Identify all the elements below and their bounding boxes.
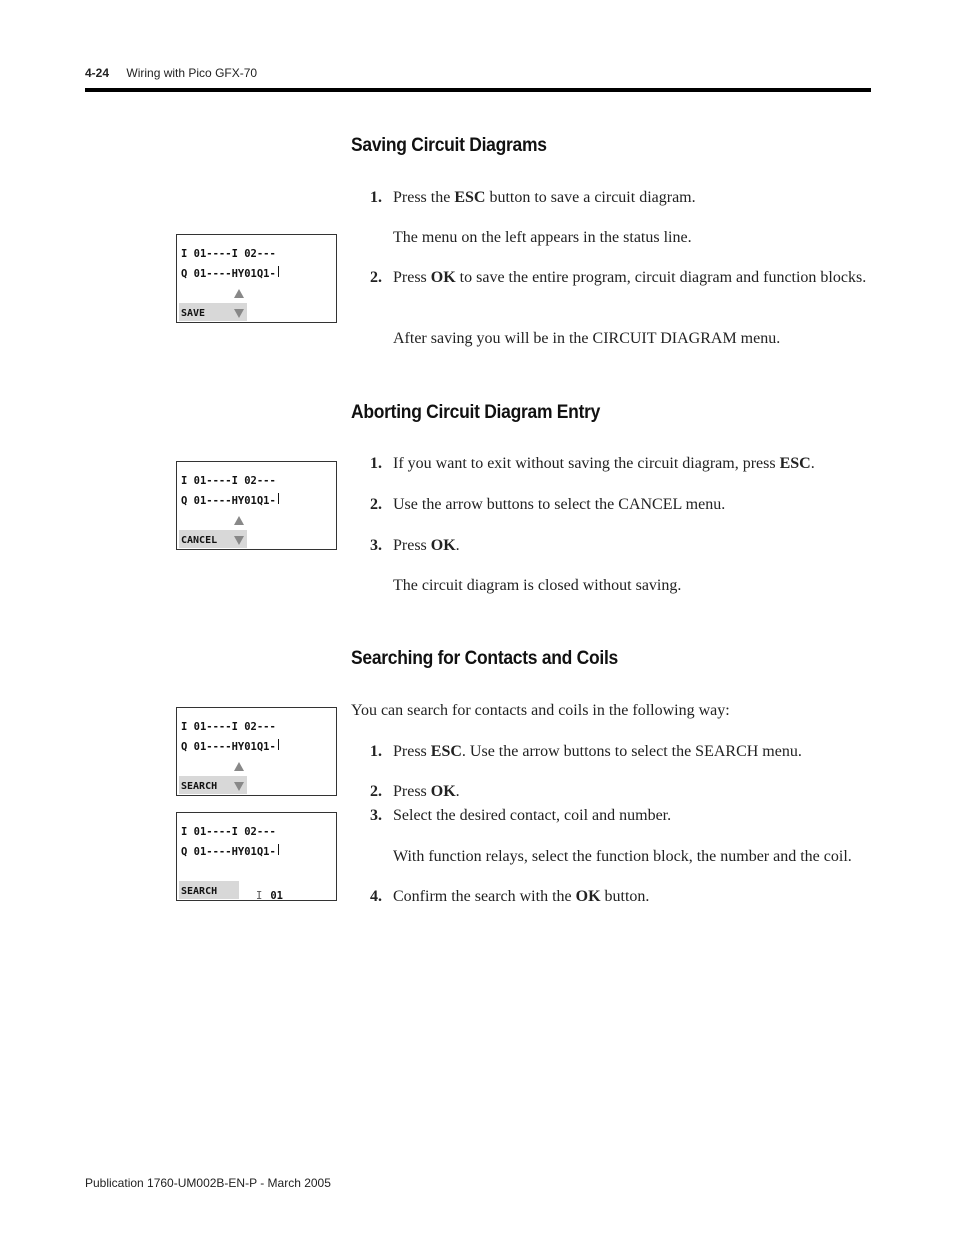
page-footer: Publication 1760-UM002B-EN-P - March 2005 — [85, 1176, 331, 1190]
cursor-icon — [278, 266, 279, 277]
lcd-line-1: I 01----I 02--- — [181, 248, 276, 260]
lcd-save-display — [176, 234, 337, 323]
page-header — [85, 66, 257, 80]
lcd-cancel-display — [176, 461, 337, 550]
note-saving-1: The menu on the left appears in the status line. — [393, 229, 692, 246]
arrow-down-icon — [234, 536, 244, 545]
note-searching-1: With function relays, select the function block, the number and the coil. — [393, 848, 852, 865]
page-number: 4-24 — [85, 66, 110, 80]
lcd-search-value: I 01 — [256, 890, 283, 902]
chapter-title: Wiring with Pico GFX-70 — [126, 66, 258, 80]
lcd-line-2: Q 01----HY01Q1- — [181, 846, 279, 858]
arrow-up-icon — [234, 762, 244, 771]
cursor-icon — [278, 844, 279, 855]
section-title-saving: Saving Circuit Diagrams — [351, 135, 547, 156]
section-title-aborting: Aborting Circuit Diagram Entry — [351, 402, 601, 423]
lcd-line-1: I 01----I 02--- — [181, 475, 276, 487]
lcd-menu-label: SEARCH — [179, 776, 247, 794]
note-saving-2: After saving you will be in the CIRCUIT DIAGRAM menu. — [393, 330, 781, 347]
arrow-up-icon — [234, 516, 244, 525]
section-title-searching: Searching for Contacts and Coils — [351, 648, 619, 669]
lcd-menu-label: SAVE — [179, 303, 247, 321]
lcd-line-1: I 01----I 02--- — [181, 826, 276, 838]
lcd-line-2: Q 01----HY01Q1- — [181, 268, 279, 280]
arrow-down-icon — [234, 309, 244, 318]
lcd-menu-label: SEARCH — [179, 881, 239, 899]
lcd-search-value-display — [176, 812, 337, 901]
cursor-icon — [278, 739, 279, 750]
header-rule — [85, 88, 871, 92]
lcd-menu-label: CANCEL — [179, 530, 247, 548]
cursor-icon — [278, 493, 279, 504]
arrow-down-icon — [234, 782, 244, 791]
arrow-up-icon — [234, 289, 244, 298]
lcd-search-display — [176, 707, 337, 796]
lcd-line-2: Q 01----HY01Q1- — [181, 495, 279, 507]
intro-searching: You can search for contacts and coils in the following way: — [351, 702, 730, 719]
note-aborting-1: The circuit diagram is closed without saving. — [393, 577, 682, 594]
lcd-line-1: I 01----I 02--- — [181, 721, 276, 733]
lcd-line-2: Q 01----HY01Q1- — [181, 741, 279, 753]
